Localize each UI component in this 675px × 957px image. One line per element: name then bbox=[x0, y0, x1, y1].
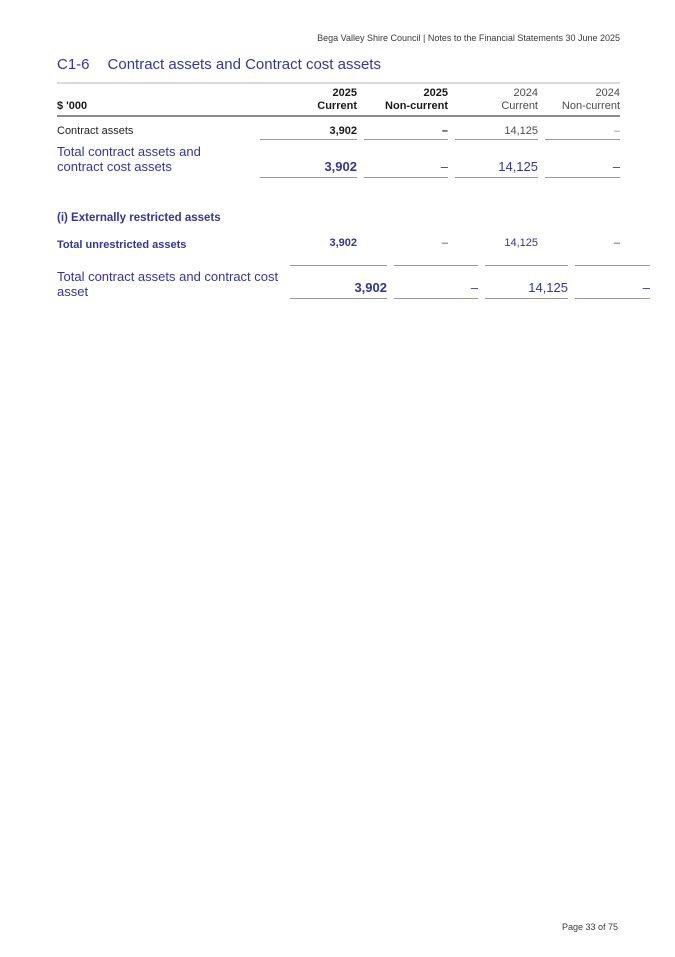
row-label bbox=[57, 144, 252, 178]
row-label-text: Total contract assets and contract cost asset bbox=[57, 268, 279, 299]
cell-2024-current bbox=[485, 265, 568, 300]
col-header-period: Non-current bbox=[385, 99, 448, 112]
cell-2024-noncurrent bbox=[575, 265, 650, 300]
cell-2025-noncurrent bbox=[394, 265, 478, 300]
row-label-text: Total contract assets and contract cost assets bbox=[57, 143, 201, 175]
cell-2025-noncurrent: – bbox=[364, 159, 448, 178]
unit-header: $ '000 bbox=[57, 99, 88, 112]
cell-2025-current: 3,902 bbox=[260, 125, 357, 140]
col-header-year: 2025 bbox=[423, 87, 448, 99]
cell-2025-current bbox=[290, 265, 387, 300]
cell-2024-current: 14,125 bbox=[504, 236, 538, 249]
cell-2025-noncurrent: – bbox=[441, 236, 448, 249]
col-header-year: 2025 bbox=[332, 87, 357, 99]
page-content bbox=[57, 0, 650, 299]
cell-2024-noncurrent: – bbox=[613, 236, 620, 249]
col-header-2025-current bbox=[260, 87, 357, 113]
col-header-2024-noncurrent bbox=[545, 87, 620, 113]
table-top-rule bbox=[57, 82, 620, 84]
cell-2025-noncurrent: – bbox=[364, 125, 448, 140]
cell-2025-current: 3,902 bbox=[329, 236, 357, 249]
table-header-row bbox=[57, 87, 620, 113]
cell-value: 14,125 bbox=[528, 280, 568, 296]
contract-assets-table bbox=[57, 82, 620, 178]
section-name: Contract assets and Contract cost assets bbox=[107, 56, 381, 73]
col-header-year: 2024 bbox=[513, 87, 538, 99]
cell-value: – bbox=[470, 280, 478, 296]
cell-value: – bbox=[642, 280, 650, 296]
page-number: Page 33 of 75 bbox=[561, 922, 618, 932]
table-row-grand-total bbox=[57, 265, 650, 300]
row-label: Contract assets bbox=[57, 124, 134, 137]
col-header-period: Current bbox=[501, 99, 538, 112]
cell-2025-current: 3,902 bbox=[260, 159, 357, 178]
col-header-period: Non-current bbox=[561, 99, 620, 112]
col-header-2024-current bbox=[455, 87, 538, 113]
cell-2024-current: 14,125 bbox=[455, 159, 538, 178]
section-title bbox=[57, 56, 620, 73]
table-row-total-contract-assets bbox=[57, 144, 620, 178]
cell-value: 3,902 bbox=[354, 280, 387, 296]
col-header-2025-noncurrent bbox=[364, 87, 448, 113]
table-row-contract-assets bbox=[57, 125, 620, 140]
section-code: C1-6 bbox=[57, 56, 90, 73]
col-header-period: Current bbox=[317, 99, 357, 112]
row-label: Total unrestricted assets bbox=[57, 238, 187, 251]
cell-2024-noncurrent: – bbox=[545, 125, 620, 140]
restricted-assets-heading: (i) Externally restricted assets bbox=[57, 211, 221, 224]
table-row-total-unrestricted bbox=[57, 237, 620, 251]
row-label bbox=[57, 265, 282, 300]
running-header: Bega Valley Shire Council | Notes to the Financial Statements 30 June 2025 bbox=[317, 33, 620, 43]
table-header-rule bbox=[57, 115, 620, 117]
col-header-year: 2024 bbox=[595, 87, 620, 99]
cell-2024-current: 14,125 bbox=[455, 125, 538, 140]
cell-2024-noncurrent: – bbox=[545, 159, 620, 178]
